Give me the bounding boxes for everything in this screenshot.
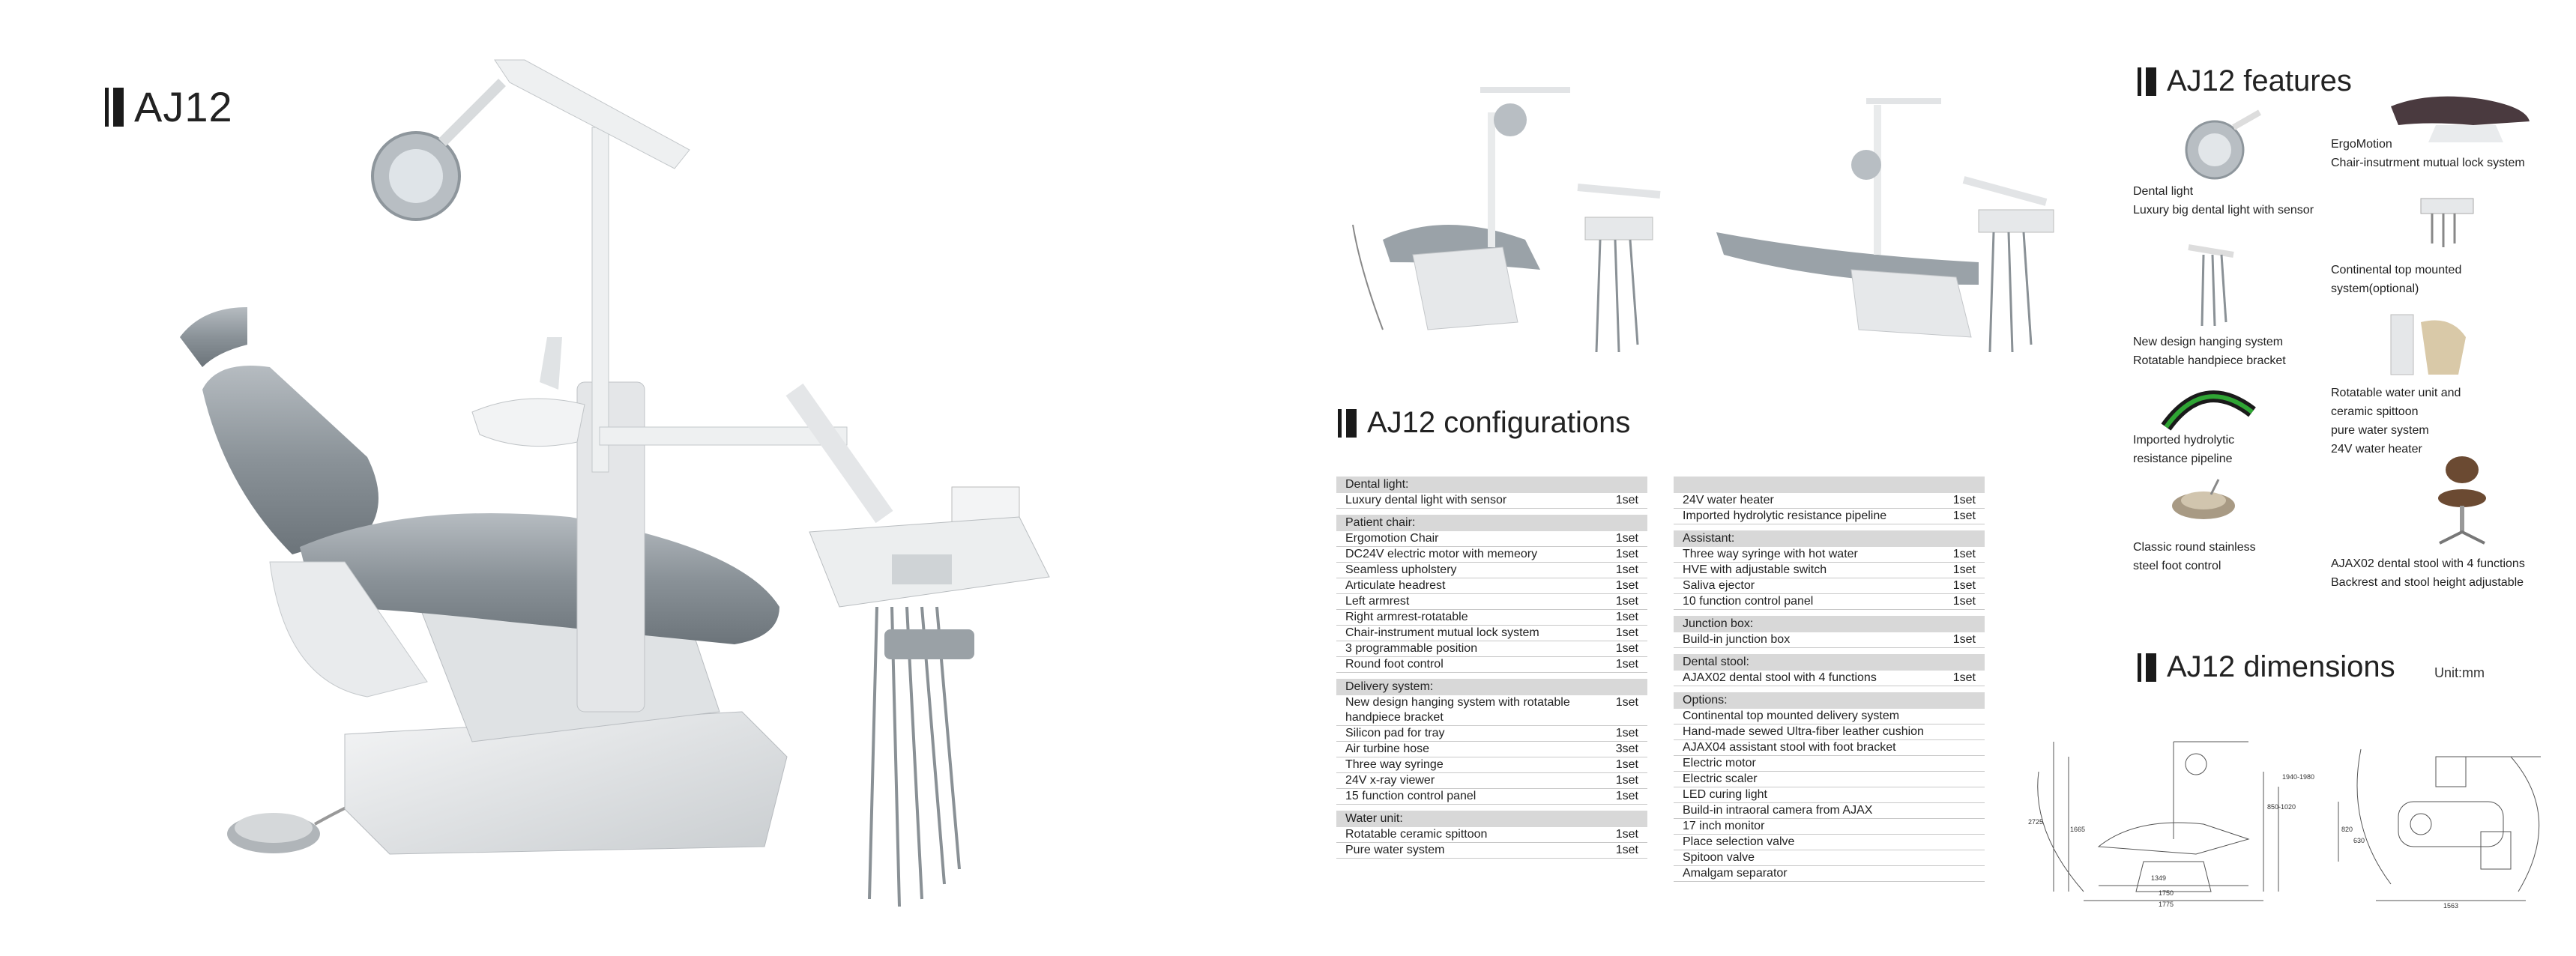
dim-label: 820 [2341,826,2353,833]
feature-line: Classic round stainless [2133,541,2256,554]
config-row [1674,835,1985,850]
feature-line: Imported hydrolytic [2133,434,2235,447]
feature-line: AJAX02 dental stool with 4 functions [2331,557,2525,570]
config-row [1336,742,1647,757]
config-row [1674,866,1985,882]
config-item-name: Ergomotion Chair [1345,532,1439,545]
feature-hanging-system [2133,333,2286,370]
chair-thumbnail-right [1686,90,2076,360]
title-bars [1338,409,1357,438]
config-row [1336,757,1647,773]
dim-label: 1665 [2070,826,2086,833]
config-item-name: Right armrest-rotatable [1345,611,1468,623]
config-item-name: Articulate headrest [1345,579,1446,592]
feature-continental [2331,261,2461,298]
feature-line: ErgoMotion [2331,138,2392,151]
feature-stool [2331,554,2525,592]
config-item-qty: 1set [1615,611,1638,623]
config-item-name: AJAX04 assistant stool with foot bracket [1683,741,1896,754]
config-row [1336,610,1647,626]
config-item-name: Pure water system [1345,844,1445,856]
config-group [1336,679,1647,805]
config-item-qty: 1set [1615,579,1638,592]
dim-label: 1563 [2443,902,2459,910]
config-item-qty: 1set [1615,758,1638,771]
config-item-qty: 1set [1615,494,1638,506]
feature-pipeline [2133,431,2234,468]
config-item-name: Left armrest [1345,595,1410,608]
config-group [1336,811,1647,859]
config-item-qty: 1set [1952,548,1976,560]
features-title-text: AJ12 features [2167,64,2352,97]
dim-label: 1750 [2159,889,2174,897]
config-item-name: DC24V electric motor with memeory [1345,548,1538,560]
config-item-name: Build-in junction box [1683,633,1791,646]
config-row [1336,773,1647,789]
feature-line: Rotatable handpiece bracket [2133,354,2286,367]
config-group [1674,616,1985,648]
feature-line: New design hanging system [2133,336,2284,348]
config-row [1336,531,1647,547]
feature-line: Backrest and stool height adjustable [2331,576,2524,589]
feature-ergomotion [2331,135,2525,172]
config-item-name: Three way syringe [1345,758,1444,771]
config-item-qty: 1set [1952,671,1976,684]
configurations-right-column [1674,477,1985,888]
config-row [1674,578,1985,594]
config-group [1674,654,1985,686]
config-item-name: LED curing light [1683,788,1767,801]
title-bars [2138,653,2156,682]
dimensions-title-text: AJ12 dimensions [2167,650,2395,683]
config-group-heading: Water unit: [1336,811,1647,827]
config-row [1336,578,1647,594]
config-group-heading: Patient chair: [1336,515,1647,531]
config-row [1336,641,1647,657]
water-unit-icon [2383,307,2473,382]
configurations-title [1338,406,1630,440]
config-group-heading: Delivery system: [1336,679,1647,695]
config-row [1336,657,1647,673]
config-group-heading: Dental stool: [1674,654,1985,671]
feature-line: Rotatable water unit and [2331,387,2461,399]
config-row [1674,547,1985,563]
config-item-name: HVE with adjustable switch [1683,563,1827,576]
config-row [1674,563,1985,578]
feature-line: Continental top mounted [2331,264,2462,276]
dim-label: 1940-1980 [2282,773,2315,781]
config-item-qty [1946,772,1976,787]
config-row [1336,789,1647,805]
config-group [1336,477,1647,509]
config-item-qty: 1set [1952,509,1976,522]
config-item-name: 3 programmable position [1345,642,1478,655]
config-row [1674,509,1985,524]
feature-dental-light [2133,182,2314,220]
config-row [1674,850,1985,866]
title-bars [2138,67,2156,96]
config-group [1674,530,1985,610]
chair-thumbnail-left [1338,75,1668,360]
top-view-dimension-drawing [2331,712,2571,910]
config-item-name: Spitoon valve [1683,851,1755,864]
config-group-heading: Assistant: [1674,530,1985,547]
config-item-name: Hand-made sewed Ultra-fiber leather cushion [1683,725,1924,738]
config-item-qty: 1set [1952,494,1976,506]
config-row [1674,724,1985,740]
config-item-name: Three way syringe with hot water [1683,548,1858,560]
config-item-name: Place selection valve [1683,835,1795,848]
side-view-dimension-drawing [2024,712,2315,908]
config-item-name: Continental top mounted delivery system [1683,710,1900,722]
dimensions-unit: Unit:mm [2434,665,2485,680]
config-item-qty: 1set [1952,579,1976,592]
config-item-name: 24V x-ray viewer [1345,774,1435,787]
config-item-qty: 1set [1615,548,1638,560]
config-group-heading: Dental light: [1336,477,1647,493]
config-item-name: Rotatable ceramic spittoon [1345,828,1488,841]
config-item-name: Air turbine hose [1345,742,1430,755]
config-group [1674,692,1985,882]
dental-chair-illustration [120,37,1132,914]
feature-line: ceramic spittoon [2331,405,2419,418]
config-row [1674,493,1985,509]
config-item-qty [1946,724,1976,739]
delivery-unit-icon [2413,191,2481,251]
dim-label: 630 [2353,837,2365,844]
config-item-name: Silicon pad for tray [1345,727,1445,739]
config-group-heading: Options: [1674,692,1985,709]
config-item-qty [1946,803,1976,818]
dim-label: 850-1020 [2267,803,2296,811]
feature-line: pure water system [2331,424,2429,437]
dim-label: 1775 [2159,901,2174,908]
foot-control-icon [2166,465,2241,524]
feature-water-unit [2331,384,2461,459]
config-row [1674,594,1985,610]
config-item-qty: 1set [1952,563,1976,576]
config-item-qty [1946,819,1976,834]
feature-line: 24V water heater [2331,443,2422,456]
features-title [2138,64,2352,98]
product-title-text: AJ12 [134,83,233,130]
feature-line: resistance pipeline [2133,453,2233,465]
pipeline-icon [2159,382,2256,435]
config-row [1336,695,1647,726]
config-item-name: 10 function control panel [1683,595,1814,608]
config-item-name: AJAX02 dental stool with 4 functions [1683,671,1877,684]
config-item-qty [1946,850,1976,865]
config-item-qty [1946,709,1976,724]
config-row [1336,594,1647,610]
config-row [1336,827,1647,843]
config-row [1336,547,1647,563]
config-row [1674,787,1985,803]
config-item-name: 17 inch monitor [1683,820,1765,832]
config-item-name: Seamless upholstery [1345,563,1457,576]
dim-label: 2725 [2028,818,2044,826]
config-item-qty: 1set [1615,696,1638,709]
config-item-name: Round foot control [1345,658,1444,671]
hanging-system-icon [2181,232,2241,330]
config-item-qty: 1set [1615,774,1638,787]
config-item-qty: 1set [1615,532,1638,545]
configurations-left-column [1336,477,1647,865]
stool-icon [2428,453,2496,551]
feature-line: Luxury big dental light with sensor [2133,204,2314,217]
config-row [1674,772,1985,787]
config-row [1674,709,1985,724]
config-row [1674,632,1985,648]
config-row [1674,671,1985,686]
config-item-qty: 1set [1615,727,1638,739]
config-item-qty: 1set [1952,633,1976,646]
config-item-qty [1946,756,1976,771]
config-row [1336,726,1647,742]
feature-line: Dental light [2133,185,2194,198]
config-item-name: Saliva ejector [1683,579,1755,592]
feature-line: Chair-insutrment mutual lock system [2331,157,2525,169]
config-item-qty [1946,787,1976,802]
config-item-qty: 1set [1952,595,1976,608]
config-group-heading: Junction box: [1674,616,1985,632]
config-row [1336,563,1647,578]
config-item-name: Imported hydrolytic resistance pipeline [1683,509,1887,522]
config-item-qty: 1set [1615,828,1638,841]
config-row [1336,493,1647,509]
config-item-name: New design hanging system with rotatable handpiece bracket [1345,696,1570,724]
dimensions-title [2138,650,2395,684]
config-item-name: Luxury dental light with sensor [1345,494,1507,506]
config-group [1674,477,1985,524]
config-item-qty: 3set [1615,742,1638,755]
config-group [1336,515,1647,673]
config-item-qty: 1set [1615,563,1638,576]
dental-light-icon [2174,109,2263,184]
feature-line: system(optional) [2331,282,2419,295]
config-item-qty [1946,866,1976,881]
config-item-qty [1946,835,1976,850]
configurations-title-text: AJ12 configurations [1367,406,1631,439]
config-item-name: Amalgam separator [1683,867,1788,880]
config-item-name: 15 function control panel [1345,790,1476,802]
config-item-qty: 1set [1615,844,1638,856]
config-item-name: Build-in intraoral camera from AJAX [1683,804,1873,817]
config-item-qty [1946,740,1976,755]
config-item-qty: 1set [1615,658,1638,671]
config-item-qty: 1set [1615,642,1638,655]
config-row [1674,819,1985,835]
config-row [1674,756,1985,772]
dim-label: 1349 [2151,874,2167,882]
config-item-name: Electric scaler [1683,772,1758,785]
config-row [1674,803,1985,819]
config-row [1336,626,1647,641]
config-item-name: Electric motor [1683,757,1756,769]
feature-foot-control [2133,538,2256,575]
config-group-heading [1674,477,1985,493]
config-item-qty: 1set [1615,595,1638,608]
feature-line: steel foot control [2133,560,2221,572]
config-row [1674,740,1985,756]
config-item-name: Chair-instrument mutual lock system [1345,626,1539,639]
config-item-qty: 1set [1615,626,1638,639]
config-row [1336,843,1647,859]
config-item-qty: 1set [1615,790,1638,802]
config-item-name: 24V water heater [1683,494,1774,506]
